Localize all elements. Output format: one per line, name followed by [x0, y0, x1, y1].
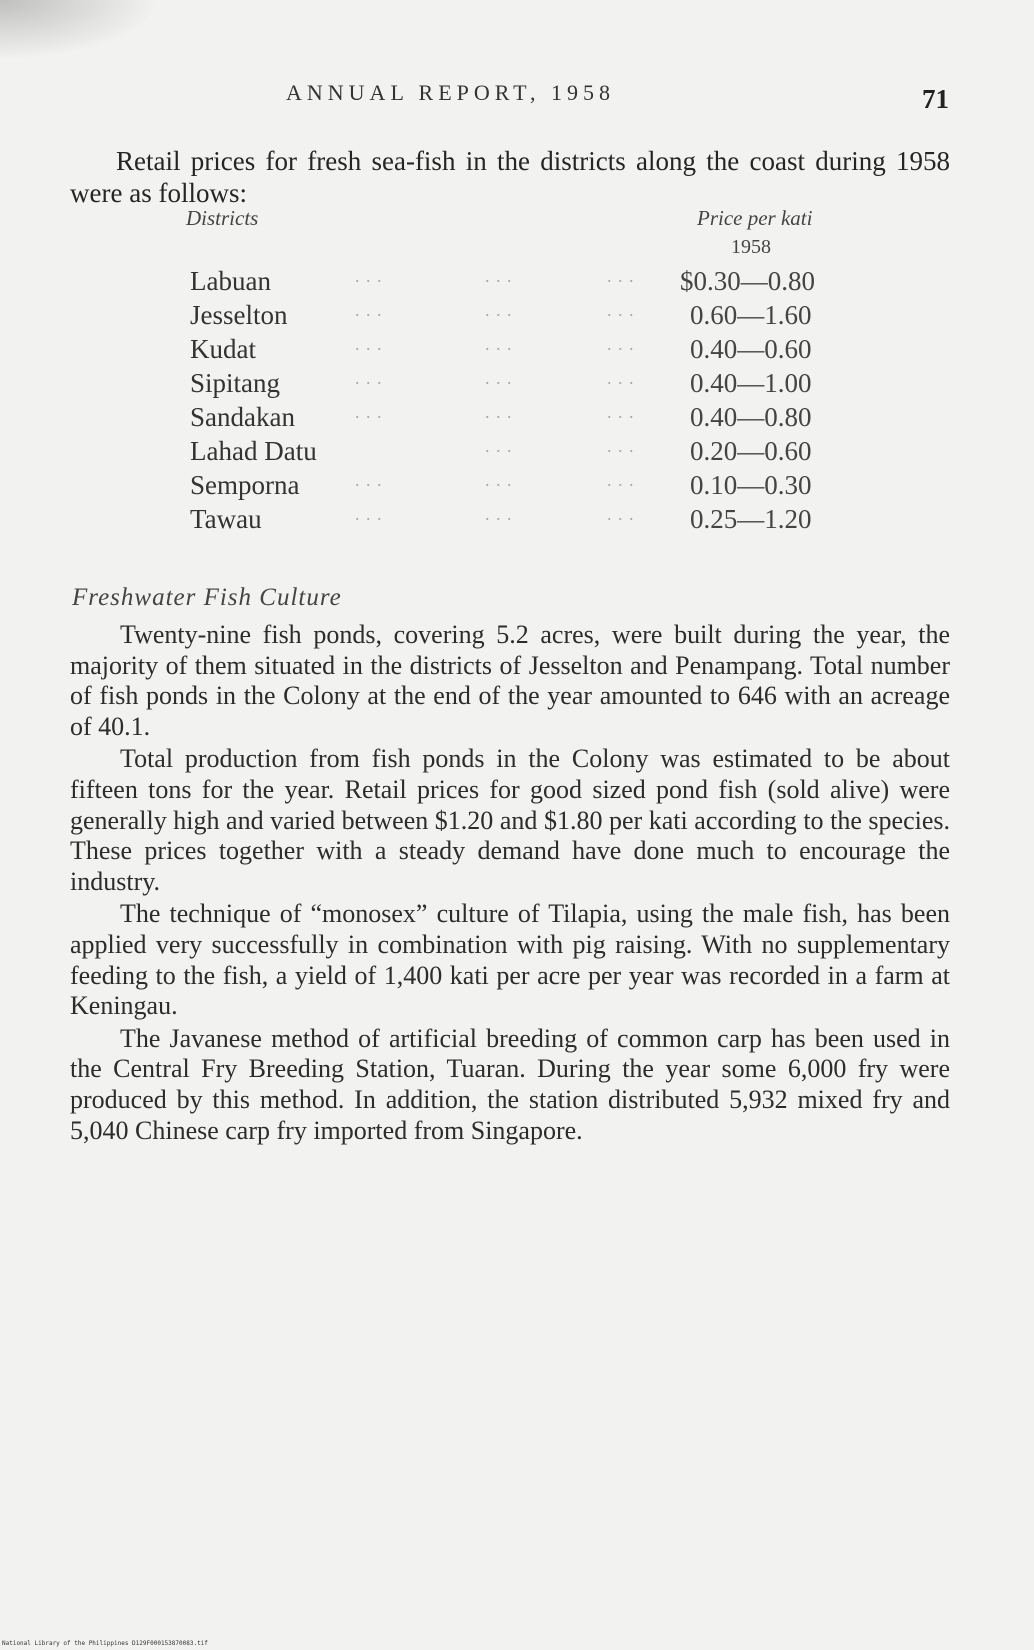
page-number: 71	[922, 84, 949, 114]
table-row	[190, 436, 850, 470]
leader-dots: . . .	[607, 266, 635, 286]
leader-dots: . . .	[355, 504, 383, 524]
price-range: 0.40—0.80	[690, 402, 812, 432]
table-row	[190, 300, 850, 334]
leader-dots: . . .	[355, 300, 383, 320]
leader-dots: . . .	[607, 504, 635, 524]
body-paragraph: The technique of “monosex” culture of Tilapia, using the male fish, has been applied very successfully in combination with pig raising. With no supplementary feeding to the fish, a yield of 1,400 kati per acre per year was recorded in a farm at Keningau.	[70, 899, 950, 1021]
column-header-districts: Districts	[186, 206, 259, 230]
price-range: 0.20—0.60	[690, 436, 812, 466]
scan-footer-note: National Library of the Philippines D129F000153870083.tif	[2, 1640, 208, 1647]
district-name: Sandakan	[190, 402, 295, 432]
leader-dots: . . .	[485, 470, 513, 490]
leader-dots: . . .	[607, 334, 635, 354]
body-paragraph: The Javanese method of artificial breeding of common carp has been used in the Central Fry Breeding Station, Tuaran. During the year some 6,000 fry were produced by this method. In addition, the station distributed 5,932 mixed fry and 5,040 Chinese carp fry imported from Singapore.	[70, 1023, 950, 1145]
table-row	[190, 266, 850, 300]
table-row	[190, 470, 850, 504]
column-header-year: 1958	[731, 236, 771, 258]
leader-dots: . . .	[485, 368, 513, 388]
leader-dots: . . .	[607, 300, 635, 320]
scan-shadow	[0, 0, 160, 60]
district-name: Jesselton	[190, 300, 288, 330]
district-name: Tawau	[190, 504, 262, 534]
price-range: 0.25—1.20	[690, 504, 812, 534]
leader-dots: . . .	[355, 266, 383, 286]
leader-dots: . . .	[485, 266, 513, 286]
leader-dots: . . .	[355, 334, 383, 354]
body-paragraph: Total production from fish ponds in the Colony was estimated to be about fifteen tons for the year. Retail prices for good sized pond fish (sold alive) were generally high and varied between $1.20 and $1.80 per kati according to the species. These prices together with a steady demand have done much to encourage the industry.	[70, 744, 950, 896]
table-row	[190, 368, 850, 402]
leader-dots: . . .	[607, 368, 635, 388]
price-range: 0.10—0.30	[690, 470, 812, 500]
table-row	[190, 504, 850, 538]
intro-paragraph: Retail prices for fresh sea-fish in the districts along the coast during 1958 were as follows:	[70, 146, 950, 208]
table-row	[190, 334, 850, 368]
leader-dots: . . .	[485, 436, 513, 456]
leader-dots: . . .	[485, 504, 513, 524]
district-name: Kudat	[190, 334, 256, 364]
running-head: ANNUAL REPORT, 1958	[286, 80, 615, 105]
price-range: 0.60—1.60	[690, 300, 812, 330]
section-body	[70, 620, 950, 1148]
price-range: $0.30—0.80	[680, 266, 815, 296]
district-name: Sipitang	[190, 368, 281, 398]
body-paragraph: Twenty-nine fish ponds, covering 5.2 acres, were built during the year, the majority of them situated in the districts of Jesselton and Penampang. Total number of fish ponds in the Colony at the end of the year amounted to 646 with an acreage of 40.1.	[70, 620, 950, 741]
district-name: Lahad Datu	[190, 436, 317, 466]
district-name: Semporna	[190, 470, 300, 500]
column-header-price: Price per kati	[697, 206, 813, 230]
leader-dots: . . .	[607, 470, 635, 490]
table-row	[190, 402, 850, 436]
leader-dots: . . .	[355, 402, 383, 422]
leader-dots: . . .	[485, 334, 513, 354]
price-range: 0.40—0.60	[690, 334, 812, 364]
section-heading: Freshwater Fish Culture	[72, 584, 342, 611]
leader-dots: . . .	[485, 402, 513, 422]
leader-dots: . . .	[485, 300, 513, 320]
district-name: Labuan	[190, 266, 271, 296]
leader-dots: . . .	[355, 368, 383, 388]
leader-dots: . . .	[607, 402, 635, 422]
leader-dots: . . .	[607, 436, 635, 456]
price-range: 0.40—1.00	[690, 368, 812, 398]
leader-dots: . . .	[355, 470, 383, 490]
